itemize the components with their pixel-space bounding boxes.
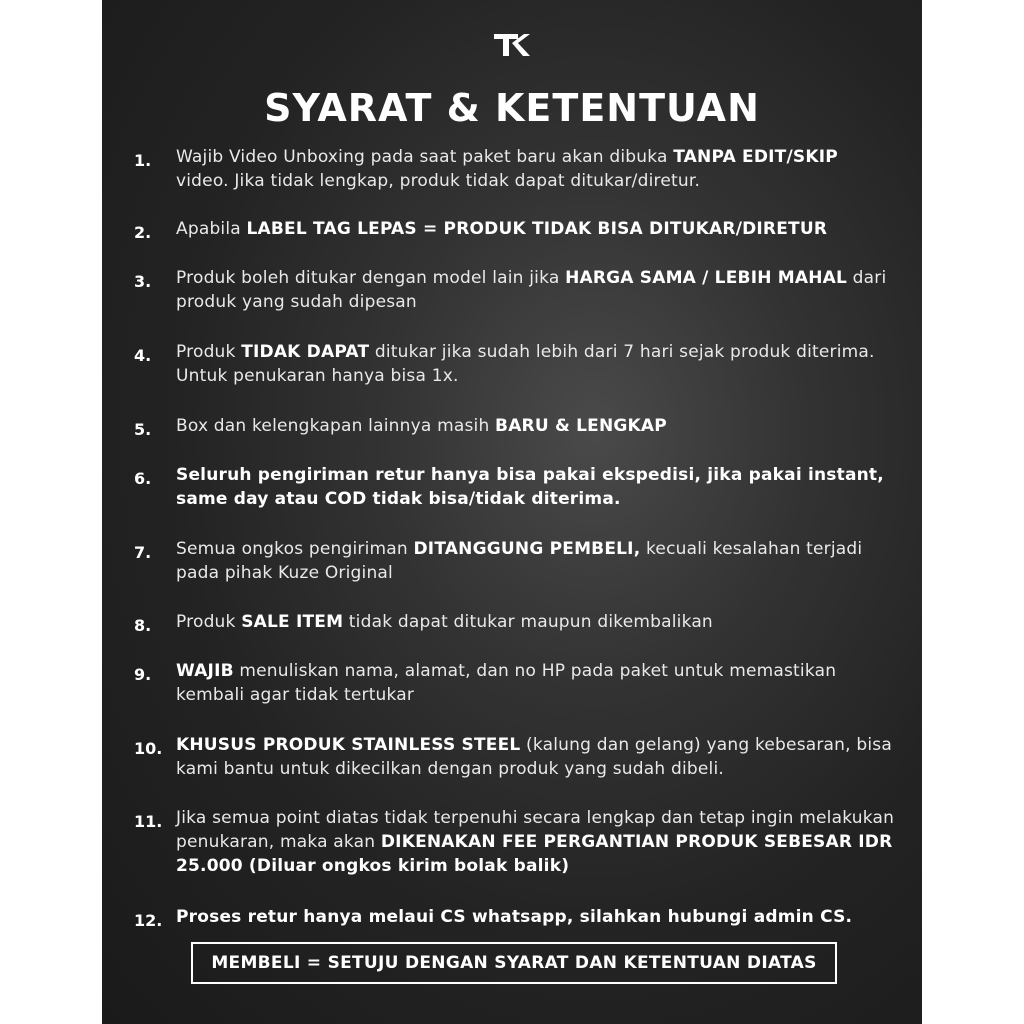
rule-number: 12.	[134, 911, 163, 930]
rule-text	[176, 217, 896, 241]
rule-number: 2.	[134, 223, 152, 242]
rule-text-regular: video. Jika tidak lengkap, produk tidak dapat ditukar/diretur.	[176, 171, 701, 191]
rule-number: 8.	[134, 616, 152, 635]
rule-text	[176, 610, 896, 634]
rule-text	[176, 266, 896, 314]
rule-text-regular: kecuali kesalahan terjadi pada pihak Kuze Original	[176, 539, 863, 583]
rule-text	[176, 145, 896, 193]
rule-number: 9.	[134, 665, 152, 684]
rule-text	[176, 905, 896, 929]
rule-text-regular: Box dan kelengkapan lainnya masih	[176, 416, 496, 436]
rule-text	[176, 733, 896, 781]
rule-text-regular: (kalung dan gelang) yang kebesaran, bisa kami bantu untuk dikecilkan dengan produk yang sudah dibeli.	[176, 735, 892, 779]
agreement-notice: MEMBELI = SETUJU DENGAN SYARAT DAN KETENTUAN DIATAS	[191, 942, 837, 984]
rule-text	[176, 414, 896, 438]
rule-text-regular: Apabila	[176, 219, 247, 239]
rule-text-bold: WAJIB	[176, 661, 234, 681]
rule-text-regular: Produk	[176, 342, 242, 362]
rule-text	[176, 659, 896, 707]
rule-text-regular: Produk boleh ditukar dengan model lain jika	[176, 268, 566, 288]
rule-text-bold: BARU & LENGKAP	[495, 416, 667, 436]
rule-text-regular: dari produk yang sudah dipesan	[176, 268, 887, 312]
page-title: SYARAT & KETENTUAN	[264, 86, 760, 130]
poster	[102, 0, 922, 1024]
rule-text-regular: tidak dapat ditukar maupun dikembalikan	[343, 612, 713, 632]
rule-text	[176, 463, 896, 511]
rule-number: 4.	[134, 346, 152, 365]
rule-number: 7.	[134, 543, 152, 562]
rule-text-bold: Proses retur hanya melaui CS whatsapp, silahkan hubungi admin CS.	[176, 907, 853, 927]
rule-text-bold: LABEL TAG LEPAS = PRODUK TIDAK BISA DITUKAR/DIRETUR	[246, 219, 828, 239]
rule-text-regular: Produk	[176, 612, 242, 632]
rule-text-bold: TIDAK DAPAT	[241, 342, 370, 362]
rule-number: 3.	[134, 272, 152, 291]
rule-text-regular: menuliskan nama, alamat, dan no HP pada paket untuk memastikan kembali agar tidak tertukar	[176, 661, 837, 705]
rule-text-regular: ditukar jika sudah lebih dari 7 hari sejak produk diterima. Untuk penukaran hanya bisa 1x.	[176, 342, 875, 386]
rule-text-bold: SALE ITEM	[241, 612, 344, 632]
rule-text-bold: KHUSUS PRODUK STAINLESS STEEL	[176, 735, 521, 755]
rule-text-bold: TANPA EDIT/SKIP	[673, 147, 838, 167]
rule-text-regular: Jika semua point diatas tidak terpenuhi secara lengkap dan tetap ingin melakukan penukaran, maka akan	[176, 808, 895, 852]
rule-number: 5.	[134, 420, 152, 439]
rules-list	[102, 0, 922, 1024]
rule-text-regular: Semua ongkos pengiriman	[176, 539, 414, 559]
rule-text	[176, 340, 896, 388]
rule-text-bold: DIKENAKAN FEE PERGANTIAN PRODUK SEBESAR IDR 25.000 (Diluar ongkos kirim bolak balik)	[176, 832, 893, 876]
rule-text-regular: Wajib Video Unboxing pada saat paket baru akan dibuka	[176, 147, 674, 167]
rule-text	[176, 806, 896, 878]
rule-text-bold: HARGA SAMA / LEBIH MAHAL	[565, 268, 848, 288]
rule-number: 10.	[134, 739, 163, 758]
rule-number: 6.	[134, 469, 152, 488]
rule-number: 11.	[134, 812, 163, 831]
rule-number: 1.	[134, 151, 152, 170]
rule-text	[176, 537, 896, 585]
rule-text-bold: Seluruh pengiriman retur hanya bisa pakai ekspedisi, jika pakai instant, same day atau COD tidak bisa/tidak diterima.	[176, 465, 884, 509]
rule-text-bold: DITANGGUNG PEMBELI,	[413, 539, 641, 559]
